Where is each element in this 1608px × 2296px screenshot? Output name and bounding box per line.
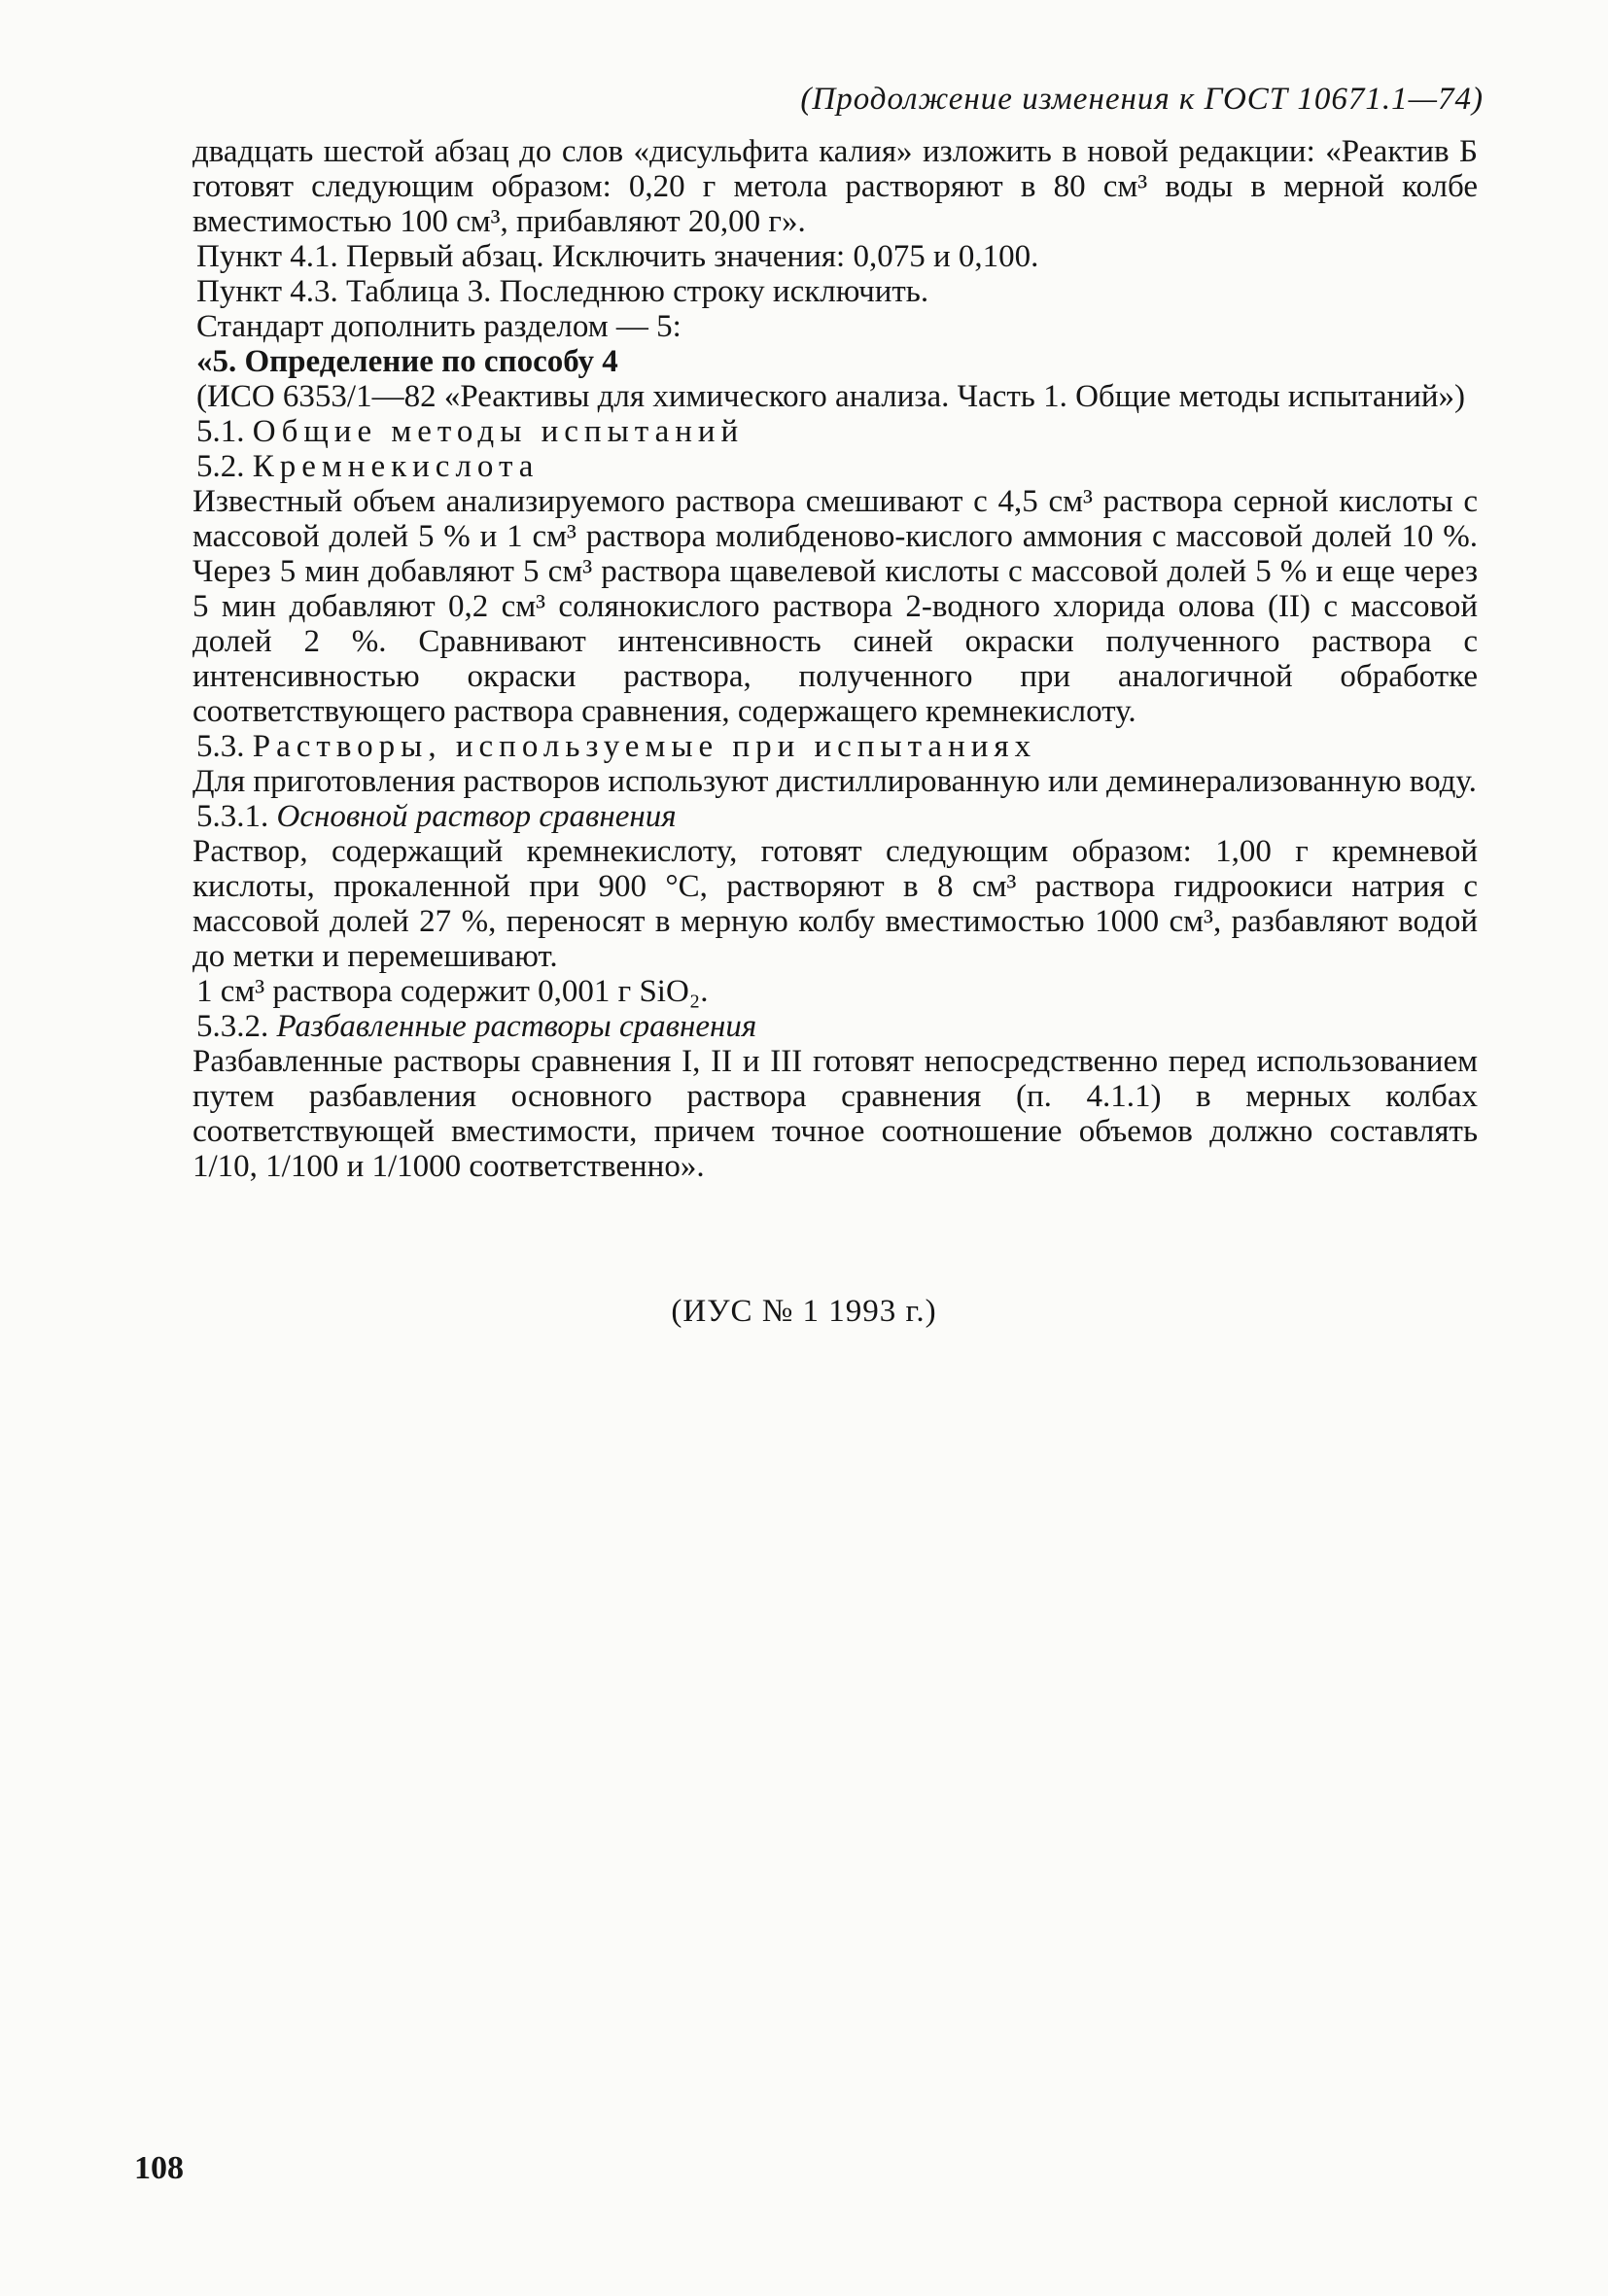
paragraph-text: Пункт 4.1. Первый абзац. Исключить значения: 0,075 и 0,100. [196,239,1039,274]
subsection-5-2 [192,449,1478,484]
paragraph-stock-solution: Раствор, содержащий кремнекислоту, готовят следующим образом: 1,00 г кремневой кислоты, прокаленной при 900 °С, растворяют в 8 см³ раствора гидроокиси натрия с массовой долей 27 %, переносят в мерную колбу вместимостью 1000 см³, разбавляют водой до метки и перемешивают. [192,834,1478,974]
subsection-5-3 [192,729,1478,764]
paragraph-item-4-3 [192,274,1478,309]
subsection-title: Кремнекислота [252,449,540,484]
paragraph-dilution: Разбавленные растворы сравнения I, II и III готовят непосредственно перед использованием путем разбавления основного раствора сравнения (п. 4.1.1) в мерных колбах соответствующей вместимости, причем точное соотношение объемов должно составлять 1/10, 1/100 и 1/1000 соответственно». [192,1044,1478,1184]
section-5-heading [192,344,1478,379]
paragraph-text: Стандарт дополнить разделом — 5: [196,309,682,344]
subsection-title: Растворы, используемые при испытаниях [252,729,1037,764]
section-heading-text: «5. Определение по способу 4 [196,344,618,379]
subsection-number: 5.1. [196,414,245,449]
subsection-title: Разбавленные растворы сравнения [276,1009,757,1044]
paragraph-procedure: Известный объем анализируемого раствора смешивают с 4,5 см³ раствора серной кислоты с массовой долей 5 % и 1 см³ раствора молибденово-кислого аммония с массовой долей 10 %. Через 5 мин добавляют 5 см³ раствора щавелевой кислоты с массовой долей 5 % и еще через 5 мин добавляют 0,2 см³ солянокислого раствора 2-водного хлорида олова (II) с массовой долей 2 %. Сравнивают интенсивность синей окраски полученного раствора с интенсивностью окраски раствора, полученного при аналогичной обработке соответствующего раствора сравнения, содержащего кремнекислоту. [192,484,1478,729]
subsection-number: 5.3.1. [196,799,269,834]
paragraph-intro: двадцать шестой абзац до слов «дисульфита калия» изложить в новой редакции: «Реактив Б готовят следующим образом: 0,20 г метола растворяют в 80 см³ воды в мерной колбе вместимостью 100 см³, прибавляют 20,00 г». [192,134,1478,239]
ius-reference: (ИУС № 1 1993 г.) [671,1294,937,1329]
subsection-number: 5.3.2. [196,1009,269,1044]
page-number: 108 [134,2150,184,2186]
page-header: (Продолжение изменения к ГОСТ 10671.1—74) [800,82,1484,117]
subsection-5-3-2 [192,1009,1478,1044]
subsection-5-1 [192,414,1478,449]
subsection-title: Общие методы испытаний [252,414,745,449]
subsection-title: Основной раствор сравнения [276,799,677,834]
paragraph-section-add [192,309,1478,344]
paragraph-text: Пункт 4.3. Таблица 3. Последнюю строку исключить. [196,274,929,309]
paragraph-water: Для приготовления растворов используют дистиллированную или деминерализованную воду. [192,764,1477,799]
paragraph-item-4-1 [192,239,1478,274]
subsection-number: 5.2. [196,449,245,484]
subsection-number: 5.3. [196,729,245,764]
paragraph-concentration: 1 см³ раствора содержит 0,001 г SiO₂. [196,974,709,1009]
subsection-5-3-1 [192,799,1478,834]
iso-reference: (ИСО 6353/1—82 «Реактивы для химического анализа. Часть 1. Общие методы испытаний») [196,379,1466,414]
body-text [192,134,1478,1184]
